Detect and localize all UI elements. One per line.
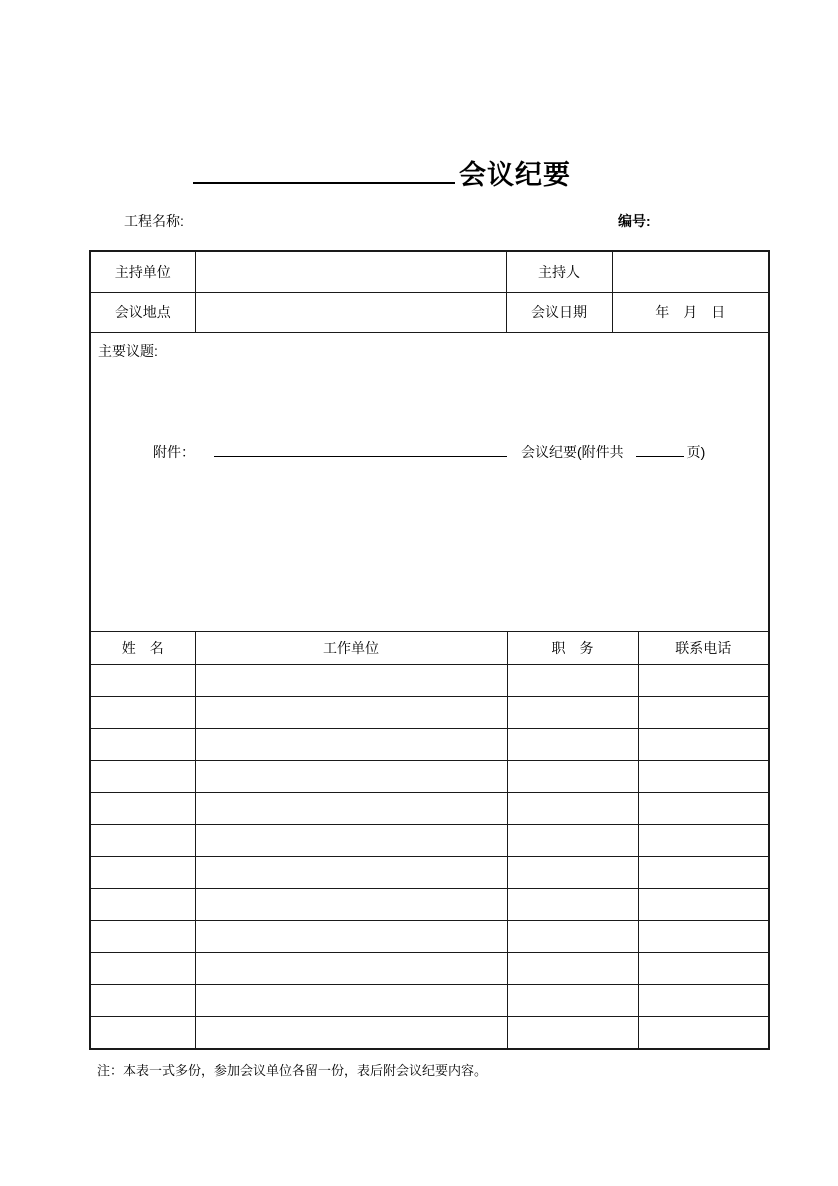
meeting-form (89, 250, 770, 1050)
attendee-row (91, 1016, 768, 1048)
attendee-title-header: 职 务 (507, 632, 638, 664)
attendee-name-cell[interactable] (91, 728, 195, 760)
attendee-phone-cell[interactable] (638, 760, 768, 792)
attendee-unit-cell[interactable] (195, 888, 507, 920)
attendee-unit-cell[interactable] (195, 728, 507, 760)
footer-note: 注：本表一式多份，参加会议单位各留一份，表后附会议纪要内容。 (97, 1063, 488, 1078)
main-topics-cell[interactable] (91, 332, 768, 632)
attendee-unit-cell[interactable] (195, 760, 507, 792)
attendee-unit-header: 工作单位 (195, 632, 507, 664)
attendee-name-cell[interactable] (91, 888, 195, 920)
attendee-phone-cell[interactable] (638, 792, 768, 824)
attachment-blank-line[interactable] (214, 441, 507, 457)
attendee-phone-cell[interactable] (638, 664, 768, 696)
attendee-name-cell[interactable] (91, 760, 195, 792)
attendee-title-cell[interactable] (507, 984, 638, 1016)
attendee-phone-cell[interactable] (638, 984, 768, 1016)
attachment-label: 附件： (153, 444, 195, 460)
attendee-unit-cell[interactable] (195, 824, 507, 856)
attendee-phone-cell[interactable] (638, 856, 768, 888)
attendee-phone-cell[interactable] (638, 1016, 768, 1048)
page-title: 会议纪要 (459, 160, 571, 190)
attendee-row (91, 984, 768, 1016)
attendee-name-cell[interactable] (91, 1016, 195, 1048)
attendee-name-cell[interactable] (91, 856, 195, 888)
attendee-name-cell[interactable] (91, 664, 195, 696)
attendee-title-cell[interactable] (507, 792, 638, 824)
location-row (91, 292, 768, 332)
host-person-label: 主持人 (506, 252, 612, 292)
attendee-name-cell[interactable] (91, 824, 195, 856)
host-person-value-cell[interactable] (612, 252, 768, 292)
attendee-unit-cell[interactable] (195, 952, 507, 984)
document-number-label: 编号: (618, 213, 651, 229)
attendee-row (91, 952, 768, 984)
attendees-table (91, 632, 768, 1048)
attendee-title-cell[interactable] (507, 664, 638, 696)
attendee-unit-cell[interactable] (195, 696, 507, 728)
title-block (193, 154, 571, 191)
attendee-title-cell[interactable] (507, 760, 638, 792)
attendee-name-cell[interactable] (91, 952, 195, 984)
host-unit-label: 主持单位 (91, 252, 195, 292)
attendee-row (91, 792, 768, 824)
attendees-header-row (91, 632, 768, 664)
attendee-phone-cell[interactable] (638, 952, 768, 984)
attendee-name-header: 姓 名 (91, 632, 195, 664)
attendee-name-cell[interactable] (91, 984, 195, 1016)
attendee-title-cell[interactable] (507, 888, 638, 920)
attendee-unit-cell[interactable] (195, 792, 507, 824)
attendee-unit-cell[interactable] (195, 856, 507, 888)
attachment-pages-blank[interactable] (636, 441, 684, 457)
meeting-date-label: 会议日期 (506, 292, 612, 332)
attendee-phone-cell[interactable] (638, 824, 768, 856)
attendee-row (91, 856, 768, 888)
title-blank-line[interactable] (193, 154, 455, 184)
attendee-unit-cell[interactable] (195, 1016, 507, 1048)
host-unit-value-cell[interactable] (195, 252, 506, 292)
attendee-phone-header: 联系电话 (638, 632, 768, 664)
attendee-row (91, 824, 768, 856)
attendee-row (91, 760, 768, 792)
attendee-unit-cell[interactable] (195, 920, 507, 952)
attendee-row (91, 696, 768, 728)
attendee-title-cell[interactable] (507, 856, 638, 888)
attachment-pages-suffix: 页) (686, 444, 706, 460)
project-name-label: 工程名称: (124, 213, 184, 229)
attendee-unit-cell[interactable] (195, 984, 507, 1016)
attendee-row (91, 728, 768, 760)
attendee-row (91, 920, 768, 952)
meeting-date-value-cell[interactable]: 年 月 日 (612, 292, 768, 332)
attendee-phone-cell[interactable] (638, 696, 768, 728)
attachment-note: 会议纪要(附件共 (521, 444, 624, 460)
attendee-title-cell[interactable] (507, 1016, 638, 1048)
attendee-phone-cell[interactable] (638, 920, 768, 952)
attachment-line (153, 441, 705, 462)
attendee-row (91, 664, 768, 696)
meeting-location-value-cell[interactable] (195, 292, 506, 332)
attendee-title-cell[interactable] (507, 696, 638, 728)
attendee-title-cell[interactable] (507, 728, 638, 760)
meeting-location-label: 会议地点 (91, 292, 195, 332)
attendee-phone-cell[interactable] (638, 888, 768, 920)
main-topics-label: 主要议题: (98, 343, 158, 359)
attendee-title-cell[interactable] (507, 824, 638, 856)
attendee-name-cell[interactable] (91, 696, 195, 728)
host-row (91, 252, 768, 292)
attendee-row (91, 888, 768, 920)
info-table (91, 252, 768, 332)
attendee-rows-body (91, 664, 768, 1048)
attendee-phone-cell[interactable] (638, 728, 768, 760)
attendee-title-cell[interactable] (507, 920, 638, 952)
attendee-title-cell[interactable] (507, 952, 638, 984)
attendee-unit-cell[interactable] (195, 664, 507, 696)
attendee-name-cell[interactable] (91, 920, 195, 952)
attendee-name-cell[interactable] (91, 792, 195, 824)
